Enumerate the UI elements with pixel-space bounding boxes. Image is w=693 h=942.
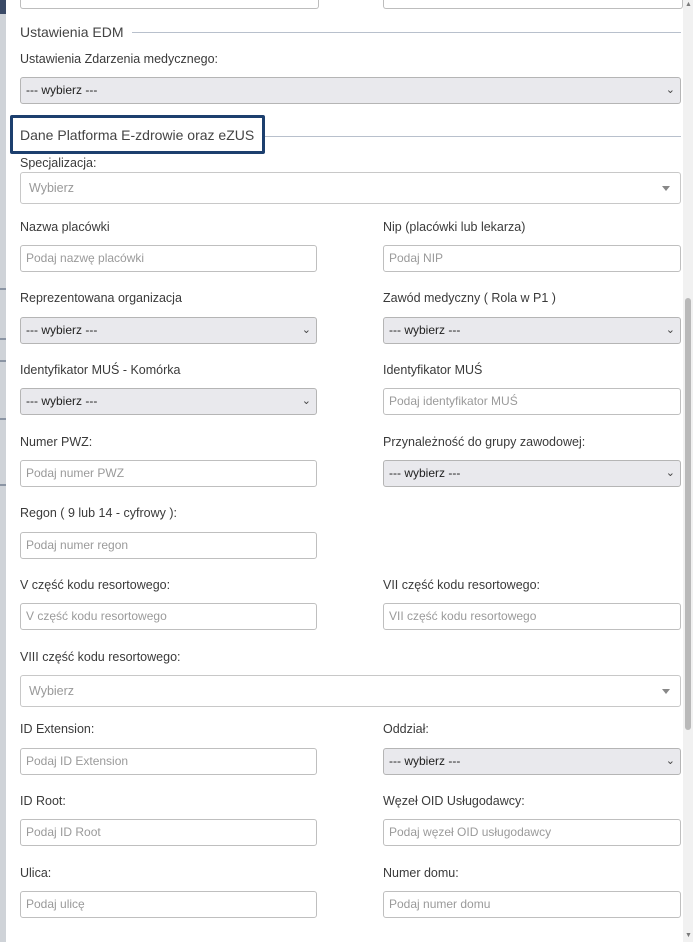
chevron-down-icon: ⌄ <box>301 395 311 407</box>
oddzial-value: --- wybierz --- <box>389 754 461 768</box>
kod-viii-label: VIII część kodu resortowego: <box>20 650 181 664</box>
nazwa-placowki-input[interactable]: Podaj nazwę placówki <box>20 245 317 272</box>
zawod-select[interactable] <box>383 317 681 344</box>
scroll-down-arrow-icon[interactable]: ▼ <box>685 932 692 939</box>
mus-komorka-value: --- wybierz --- <box>26 394 98 408</box>
regon-input[interactable]: Podaj numer regon <box>20 532 317 559</box>
oddzial-select[interactable] <box>383 748 681 775</box>
ulica-input[interactable]: Podaj ulicę <box>20 891 317 918</box>
kod-vii-input[interactable]: VII część kodu resortowego <box>383 603 681 630</box>
zawod-label: Zawód medyczny ( Rola w P1 ) <box>383 291 556 305</box>
chevron-down-icon: ⌄ <box>665 84 675 96</box>
chevron-down-icon: ⌄ <box>665 755 675 767</box>
edm-select[interactable] <box>20 77 681 104</box>
section-divider <box>265 136 681 137</box>
scrollbar-thumb[interactable] <box>685 298 691 730</box>
scroll-up-arrow-icon[interactable]: ▲ <box>685 1 692 8</box>
mus-komorka-select[interactable] <box>20 388 317 415</box>
nip-input[interactable]: Podaj NIP <box>383 245 681 272</box>
caret-down-icon <box>662 186 670 191</box>
grupa-value: --- wybierz --- <box>389 466 461 480</box>
specjalizacja-placeholder: Wybierz <box>29 181 75 195</box>
wezel-input[interactable]: Podaj węzeł OID usługodawcy <box>383 819 681 846</box>
id-root-input[interactable]: Podaj ID Root <box>20 819 317 846</box>
section-divider <box>132 32 681 33</box>
caret-down-icon <box>662 689 670 694</box>
id-extension-input[interactable]: Podaj ID Extension <box>20 748 317 775</box>
ulica-label: Ulica: <box>20 866 52 880</box>
pwz-input[interactable]: Podaj numer PWZ <box>20 460 317 487</box>
numer-domu-input[interactable]: Podaj numer domu <box>383 891 681 918</box>
mus-id-input[interactable]: Podaj identyfikator MUŚ <box>383 388 681 415</box>
chevron-down-icon: ⌄ <box>301 324 311 336</box>
section-legend-edm: Ustawienia EDM <box>20 24 124 40</box>
wezel-label: Węzeł OID Usługodawcy: <box>383 794 525 808</box>
regon-label: Regon ( 9 lub 14 - cyfrowy ): <box>20 506 178 520</box>
cut-off-field-left[interactable] <box>20 0 319 9</box>
grupa-select[interactable] <box>383 460 681 487</box>
id-extension-label: ID Extension: <box>20 722 95 736</box>
section-legend-ezdrowie: Dane Platforma E-zdrowie oraz eZUS <box>20 127 255 143</box>
pwz-label: Numer PWZ: <box>20 435 93 449</box>
edm-label: Ustawienia Zdarzenia medycznego: <box>20 52 219 66</box>
cut-off-field-right[interactable] <box>383 0 683 9</box>
oddzial-label: Oddział: <box>383 722 429 736</box>
kod-vii-label: VII część kodu resortowego: <box>383 578 541 592</box>
specjalizacja-label: Specjalizacja: <box>20 156 97 170</box>
edm-select-value: --- wybierz --- <box>26 83 98 97</box>
reprezentowana-value: --- wybierz --- <box>26 323 98 337</box>
kod-v-label: V część kodu resortowego: <box>20 578 171 592</box>
reprezentowana-select[interactable] <box>20 317 317 344</box>
reprezentowana-label: Reprezentowana organizacja <box>20 291 182 305</box>
mus-komorka-label: Identyfikator MUŚ - Komórka <box>20 363 181 377</box>
numer-domu-label: Numer domu: <box>383 866 459 880</box>
nazwa-placowki-label: Nazwa placówki <box>20 220 110 234</box>
chevron-down-icon: ⌄ <box>665 467 675 479</box>
kod-viii-select[interactable] <box>20 675 681 707</box>
kod-viii-placeholder: Wybierz <box>29 684 75 698</box>
chevron-down-icon: ⌄ <box>665 324 675 336</box>
nip-label: Nip (placówki lub lekarza) <box>383 220 526 234</box>
id-root-label: ID Root: <box>20 794 66 808</box>
zawod-value: --- wybierz --- <box>389 323 461 337</box>
grupa-label: Przynależność do grupy zawodowej: <box>383 435 586 449</box>
mus-id-label: Identyfikator MUŚ <box>383 363 483 377</box>
specjalizacja-select[interactable] <box>20 172 681 204</box>
kod-v-input[interactable]: V część kodu resortowego <box>20 603 317 630</box>
